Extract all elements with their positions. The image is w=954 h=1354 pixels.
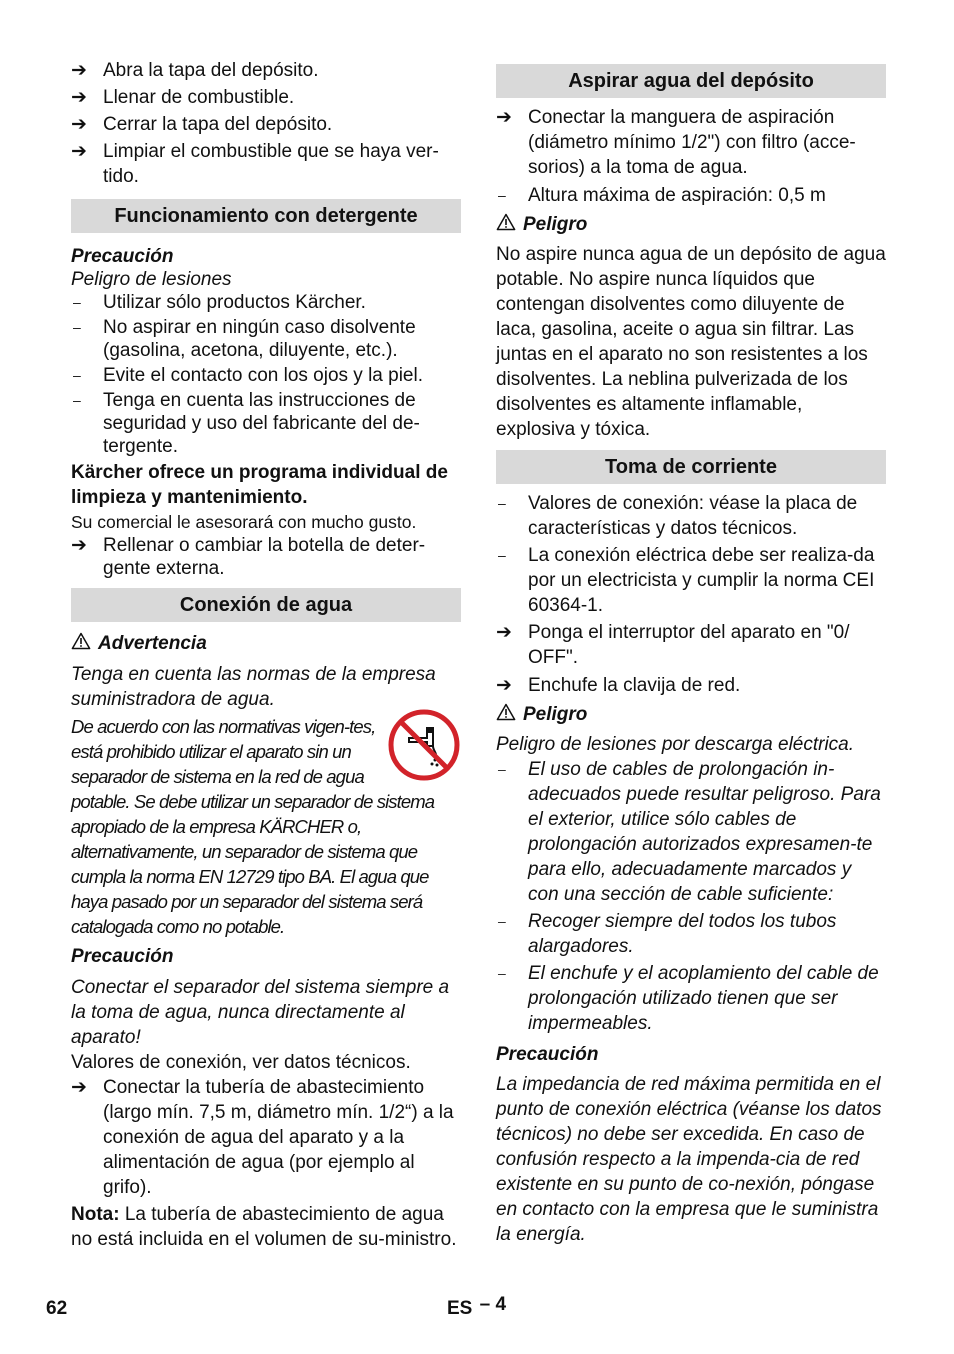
dash-icon: –	[498, 495, 506, 511]
list-item: – Tenga en cuenta las instrucciones de seguridad y uso del fabricante del de-tergente.	[73, 390, 420, 457]
arrow-icon: ➔	[496, 107, 512, 128]
danger-label: Peligro	[496, 213, 886, 237]
list-item: – Evite el contacto con los ojos y la piel.	[73, 365, 424, 386]
list-item: – Recoger siempre del todos los tubos alargadores.	[498, 911, 837, 957]
right-column	[496, 64, 886, 1247]
section-heading-water: Conexión de agua	[71, 588, 461, 622]
dash-icon: –	[498, 187, 506, 203]
caution-label: Precaución	[496, 1044, 599, 1065]
step-item: ➔ Cerrar la tapa del depósito.	[71, 114, 333, 135]
step-item: ➔ Enchufe la clavija de red.	[496, 675, 741, 696]
values-text: Valores de conexión, ver datos técnicos.	[71, 1052, 411, 1073]
danger-label: Peligro	[496, 703, 886, 727]
arrow-icon: ➔	[71, 60, 87, 81]
caution-label: Precaución	[71, 246, 174, 267]
warning-text: Tenga en cuenta las normas de la empresa suministradora de agua.	[71, 664, 436, 710]
step-item: ➔ Conectar la manguera de aspiración (diámetro mínimo 1/2") con filtro (acce-sorios) a la toma de agua.	[496, 107, 856, 178]
page-number: 62	[46, 1298, 68, 1319]
list-item: – Valores de conexión: véase la placa de características y datos técnicos.	[498, 493, 858, 539]
arrow-icon: ➔	[71, 1077, 87, 1098]
arrow-icon: ➔	[71, 141, 87, 162]
step-item: ➔ Ponga el interruptor del aparato en "0/ OFF".	[496, 622, 850, 668]
arrow-icon: ➔	[496, 622, 512, 643]
step-item: ➔ Llenar de combustible.	[71, 87, 295, 108]
dash-icon: –	[73, 294, 81, 310]
list-item: – No aspirar en ningún caso disolvente (gasolina, acetona, diluyente, etc.).	[73, 317, 416, 361]
regulation-text: De acuerdo con las normativas vigen-tes, está prohibido utilizar el aparato sin un separador de sistema en la red de agua potable. Se debe utilizar un separador de sistema apropiado de la empresa KÄRCHER o, alternativamente, un separador de sistema que cumpla la norma EN 12729 tipo BA. El agua que haya pasado por un separador del sistema será catalogada como no potable.	[71, 714, 461, 939]
warning-label: Advertencia	[71, 632, 461, 656]
arrow-icon: ➔	[71, 535, 87, 556]
no-tap-icon	[387, 708, 461, 782]
section-heading-power: Toma de corriente	[496, 450, 886, 484]
arrow-icon: ➔	[496, 675, 512, 696]
caution-text: Conectar el separador del sistema siempre a la toma de agua, nunca directamente al aparato!	[71, 977, 450, 1048]
dash-icon: –	[498, 761, 506, 777]
dash-icon: –	[73, 392, 81, 408]
list-item: – Utilizar sólo productos Kärcher.	[73, 292, 366, 313]
warning-triangle-icon	[496, 703, 516, 721]
dealer-text: Su comercial le asesorará con mucho gusto.	[71, 512, 417, 532]
arrow-icon: ➔	[71, 87, 87, 108]
caution-subtitle: Peligro de lesiones	[71, 269, 232, 290]
section-heading-suction: Aspirar agua del depósito	[496, 64, 886, 98]
step-item: ➔ Conectar la tubería de abastecimiento (largo mín. 7,5 m, diámetro mín. 1/2“) a la conexión de agua del aparato y a la alimentación de agua (por ejemplo al grifo).	[71, 1077, 454, 1198]
warning-triangle-icon	[496, 213, 516, 231]
step-item: ➔ Abra la tapa del depósito.	[71, 60, 319, 81]
left-column	[71, 58, 461, 1252]
dash-icon: –	[498, 913, 506, 929]
section-heading-detergent: Funcionamiento con detergente	[71, 199, 461, 233]
caution-text: La impedancia de red máxima permitida en el punto de conexión eléctrica (véanse los datos técnicos) no debe ser excedida. En caso de confusión respecto a la impenda-cia de red existente en su punto de co-nexión, póngase en contacto con la empresa que le suministra la energía.	[496, 1074, 882, 1245]
program-text: Kärcher ofrece un programa individual de limpieza y mantenimiento.	[71, 462, 448, 508]
dash-icon: –	[73, 319, 81, 335]
footer-language: ES – 4	[447, 1294, 507, 1319]
list-item: – El uso de cables de prolongación in-adecuados puede resultar peligroso. Para el exterior, utilice sólo cables de prolongación autorizados expresamen-te para ello, adecuadamente marcados y con una sección de cable suficiente:	[498, 759, 881, 905]
note-text: Nota: La tubería de abastecimiento de agua no está incluida en el volumen de su-ministro.	[71, 1204, 457, 1250]
step-item: ➔ Limpiar el combustible que se haya ver-tido.	[71, 141, 439, 187]
dash-icon: –	[73, 367, 81, 383]
step-item: ➔ Rellenar o cambiar la botella de deter-gente externa.	[71, 535, 426, 579]
caution-label: Precaución	[71, 946, 174, 967]
dash-icon: –	[498, 965, 506, 981]
list-item: – Altura máxima de aspiración: 0,5 m	[498, 185, 826, 206]
list-item: – La conexión eléctrica debe ser realiza-da por un electricista y cumplir la norma CEI 60364-1.	[498, 545, 875, 616]
warning-triangle-icon	[71, 632, 91, 650]
danger-text: No aspire nunca agua de un depósito de agua potable. No aspire nunca líquidos que contengan disolventes como diluyente de laca, gasolina, aceite o agua sin filtrar. Las juntas en el aparato no son resistentes a los disolventes. La neblina pulverizada de los disolventes es altamente inflamable, explosiva y tóxica.	[496, 244, 886, 440]
dash-icon: –	[498, 547, 506, 563]
arrow-icon: ➔	[71, 114, 87, 135]
danger-subtitle: Peligro de lesiones por descarga eléctrica.	[496, 734, 855, 755]
list-item: – El enchufe y el acoplamiento del cable de prolongación utilizado tienen que ser impermeables.	[498, 963, 879, 1034]
